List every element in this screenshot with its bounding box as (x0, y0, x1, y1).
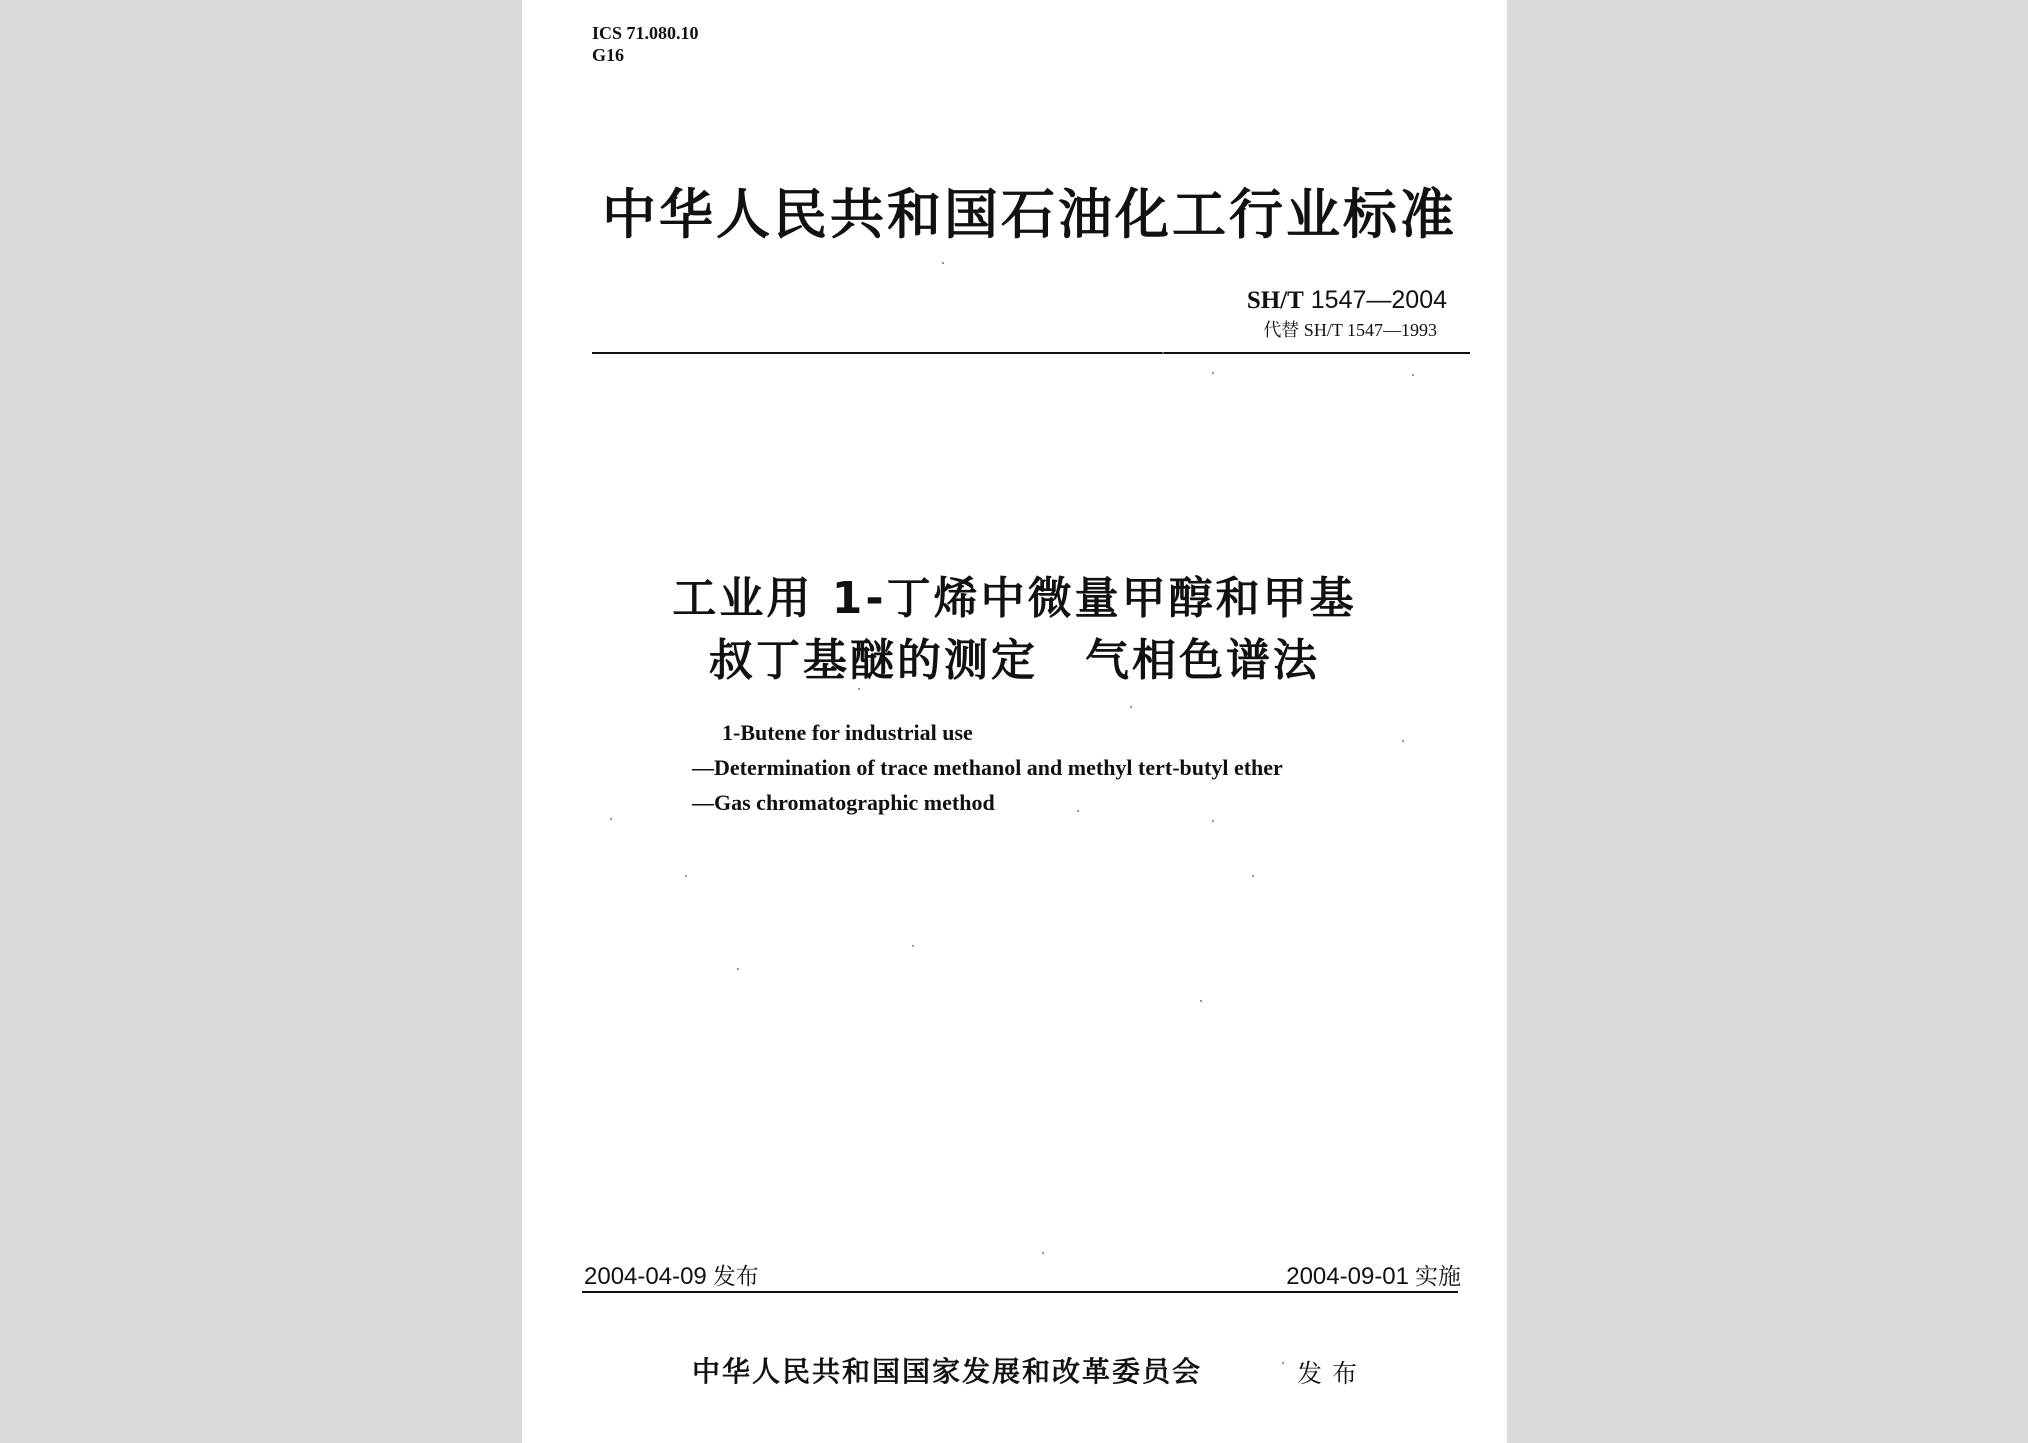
scan-speck (858, 688, 860, 690)
scan-speck (1402, 740, 1404, 742)
scan-speck (1042, 1252, 1044, 1254)
top-divider (592, 352, 1470, 354)
scan-speck (1412, 374, 1414, 376)
scan-speck (1212, 372, 1214, 374)
standard-number (1247, 286, 1447, 315)
publish-label: 发布 (1297, 1359, 1368, 1388)
chinese-title-line-1: 工业用 1-丁烯中微量甲醇和甲基 (672, 573, 1357, 624)
issue-date-block (584, 1258, 759, 1291)
english-title-line-2: —Determination of trace methanol and methyl tert-butyl ether (692, 755, 1283, 780)
classification-code: G16 (592, 45, 625, 65)
scan-speck (1212, 820, 1214, 822)
english-title-line-1: 1-Butene for industrial use (722, 720, 973, 745)
scan-speck (1077, 810, 1079, 812)
scan-speck (942, 262, 944, 264)
ics-code: ICS 71.080.10 (592, 23, 699, 43)
bottom-divider (582, 1291, 1458, 1293)
issue-date: 2004-04-09 (584, 1263, 707, 1290)
scan-speck (1252, 875, 1254, 877)
english-title-line-3: —Gas chromatographic method (692, 790, 995, 815)
scan-speck (610, 818, 612, 820)
implement-label: 实施 (1415, 1264, 1461, 1290)
chinese-title-line-2: 叔丁基醚的测定 气相色谱法 (709, 635, 1320, 686)
scan-speck (1162, 352, 1164, 354)
standard-number-value: 1547—2004 (1310, 286, 1447, 314)
issue-label: 发布 (712, 1264, 759, 1290)
ics-block (592, 22, 699, 66)
scan-speck (685, 875, 687, 877)
replaces-standard: 代替 SH/T 1547—1993 (1263, 320, 1437, 340)
scan-speck (1282, 1362, 1284, 1364)
scan-speck (912, 945, 914, 947)
scan-speck (737, 968, 739, 970)
implement-date-block (1286, 1258, 1461, 1291)
standard-prefix: SH/T (1246, 287, 1304, 314)
implement-date: 2004-09-01 (1286, 1263, 1409, 1290)
scan-speck (1130, 706, 1132, 708)
scan-speck (1200, 1000, 1202, 1002)
standard-category-title: 中华人民共和国石油化工行业标准 (602, 183, 1457, 246)
publisher-name: 中华人民共和国国家发展和改革委员会 (692, 1355, 1203, 1388)
document-page (522, 0, 1507, 1443)
